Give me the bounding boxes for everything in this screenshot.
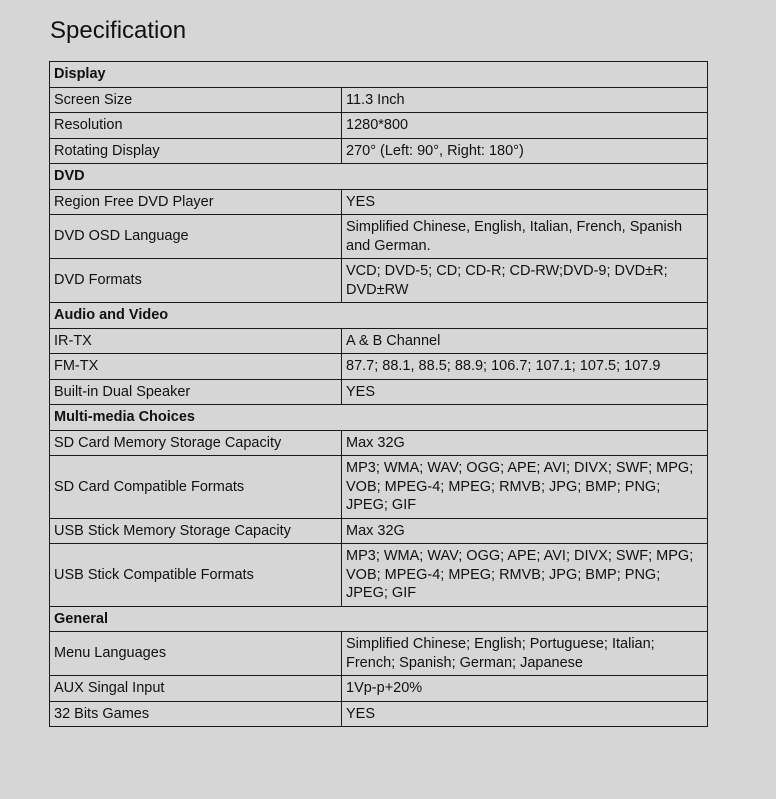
spec-label: DVD OSD Language — [50, 215, 342, 259]
table-row — [50, 215, 708, 259]
spec-label: Screen Size — [50, 87, 342, 113]
table-row — [50, 189, 708, 215]
spec-label: Rotating Display — [50, 138, 342, 164]
table-row — [50, 676, 708, 702]
spec-value: 87.7; 88.1, 88.5; 88.9; 106.7; 107.1; 107.5; 107.9 — [342, 354, 708, 380]
table-row — [50, 328, 708, 354]
spec-label: Menu Languages — [50, 632, 342, 676]
section-header-multimedia — [50, 405, 708, 431]
table-row — [50, 113, 708, 139]
spec-label: DVD Formats — [50, 259, 342, 303]
spec-value: YES — [342, 379, 708, 405]
section-title: General — [50, 606, 708, 632]
spec-label: Built-in Dual Speaker — [50, 379, 342, 405]
spec-label: USB Stick Compatible Formats — [50, 544, 342, 607]
spec-label: Region Free DVD Player — [50, 189, 342, 215]
spec-label: FM-TX — [50, 354, 342, 380]
table-row — [50, 354, 708, 380]
table-row — [50, 430, 708, 456]
spec-value: MP3; WMA; WAV; OGG; APE; AVI; DIVX; SWF; MPG; VOB; MPEG-4; MPEG; RMVB; JPG; BMP; PNG; JPEG; GIF — [342, 544, 708, 607]
spec-value: Max 32G — [342, 518, 708, 544]
spec-value: 11.3 Inch — [342, 87, 708, 113]
section-header-audio-video — [50, 303, 708, 329]
spec-label: IR-TX — [50, 328, 342, 354]
spec-value: 1Vp-p+20% — [342, 676, 708, 702]
table-row — [50, 518, 708, 544]
section-title: Audio and Video — [50, 303, 708, 329]
spec-value: VCD; DVD-5; CD; CD-R; CD-RW;DVD-9; DVD±R; DVD±RW — [342, 259, 708, 303]
section-header-dvd — [50, 164, 708, 190]
section-header-display — [50, 62, 708, 88]
table-row — [50, 456, 708, 519]
spec-value: Max 32G — [342, 430, 708, 456]
spec-value: Simplified Chinese; English; Portuguese; Italian; French; Spanish; German; Japanese — [342, 632, 708, 676]
table-row — [50, 379, 708, 405]
table-row — [50, 701, 708, 727]
table-row — [50, 87, 708, 113]
table-row — [50, 544, 708, 607]
spec-value: 270° (Left: 90°, Right: 180°) — [342, 138, 708, 164]
spec-label: SD Card Memory Storage Capacity — [50, 430, 342, 456]
section-title: Multi-media Choices — [50, 405, 708, 431]
spec-value: Simplified Chinese, English, Italian, French, Spanish and German. — [342, 215, 708, 259]
spec-label: AUX Singal Input — [50, 676, 342, 702]
spec-label: SD Card Compatible Formats — [50, 456, 342, 519]
section-title: Display — [50, 62, 708, 88]
specification-table — [49, 61, 708, 727]
section-header-general — [50, 606, 708, 632]
page-title: Specification — [50, 17, 187, 44]
spec-value: A & B Channel — [342, 328, 708, 354]
section-title: DVD — [50, 164, 708, 190]
spec-value: 1280*800 — [342, 113, 708, 139]
table-row — [50, 138, 708, 164]
spec-value: YES — [342, 189, 708, 215]
spec-value: YES — [342, 701, 708, 727]
spec-label: Resolution — [50, 113, 342, 139]
table-row — [50, 632, 708, 676]
table-row — [50, 259, 708, 303]
spec-value: MP3; WMA; WAV; OGG; APE; AVI; DIVX; SWF; MPG; VOB; MPEG-4; MPEG; RMVB; JPG; BMP; PNG; JPEG; GIF — [342, 456, 708, 519]
spec-label: 32 Bits Games — [50, 701, 342, 727]
spec-label: USB Stick Memory Storage Capacity — [50, 518, 342, 544]
